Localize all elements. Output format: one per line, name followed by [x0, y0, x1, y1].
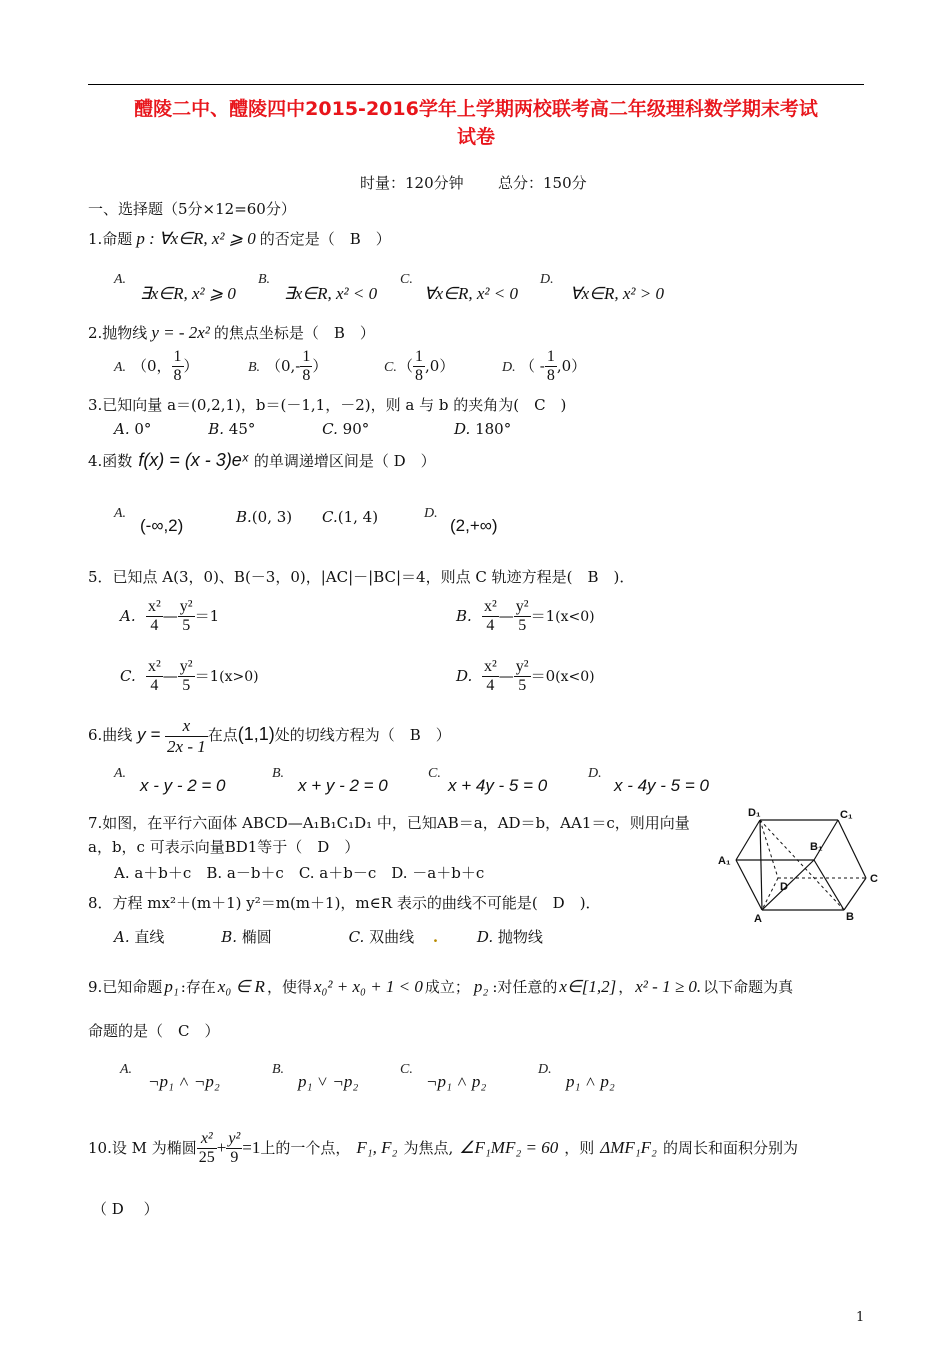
q6-label-d: D.	[588, 766, 602, 781]
q4-stem: 4.函数 f(x) = (x - 3)eˣ 的单调递增区间是（ D ）	[88, 450, 436, 470]
q9-label-c: C.	[400, 1062, 413, 1077]
label-d1: D₁	[748, 807, 761, 819]
q9-label-a: A.	[120, 1062, 133, 1077]
q9-option-d: p₁ ˄ p₂	[566, 1072, 615, 1091]
q2-option-b: （0,- $\frac{1}{8}$ ）	[266, 348, 328, 385]
q8-stem: 8．方程 mx²＋(m＋1) y²＝m(m＋1)，m∈R 表示的曲线不可能是( D )．	[88, 894, 601, 912]
q4-option-a: (-∞,2)	[140, 516, 184, 535]
q5-option-b: B. $\frac{\text{x²}}{4}$ — $\frac{\text{y²}}{5}$ ＝1(x<0)	[456, 598, 595, 635]
q1-option-b: ∃x∈R, x² < 0	[284, 284, 378, 303]
q2-stem: 2.抛物线 y = - 2x² 的焦点坐标是（ B ）	[88, 323, 375, 342]
q4-label-d: D.	[424, 506, 438, 521]
q2-option-d: （ - $\frac{1}{8}$ ,0）	[520, 348, 587, 385]
q9-option-b: p₁ ˅ ¬p₂	[298, 1072, 359, 1091]
q7-stem-line1: 7.如图，在平行六面体 ABCD—A₁B₁C₁D₁ 中，已知AB＝a，AD＝b，AA1＝c，则用向量	[88, 814, 690, 832]
q2-label-a: A.	[114, 360, 127, 375]
q10-stem: 10.设 M 为椭圆 $\frac{\text{x²}}{25}$ + $\frac{\text{y²}}{9}$ =1上的一个点， F₁, F₂ 为焦点, ∠F₁MF₂ = 60 ，则 ΔMF₁F₂ 的周长和面积分别为	[88, 1130, 798, 1167]
label-a1: A₁	[718, 855, 731, 867]
q6-stem: 6.曲线 y = $\frac{x}{2x - 1}$ 在点(1,1)处的切线方程为（ B ）	[88, 716, 451, 756]
q4-option-c: C.(1, 4)	[322, 508, 379, 526]
q6-option-d: x - 4y - 5 = 0	[614, 776, 709, 795]
page-number: 1	[856, 1310, 865, 1325]
q1-option-d: ∀x∈R, x² > 0	[570, 284, 664, 303]
q1-label-a: A.	[114, 272, 127, 287]
q9-option-c: ¬p₁ ˄ p₂	[426, 1072, 487, 1091]
q6-label-a: A.	[114, 766, 127, 781]
q2-option-c: （ $\frac{1}{8}$ ,0）	[398, 348, 455, 385]
q6-label-b: B.	[272, 766, 285, 781]
q2-label-c: C.	[384, 360, 397, 375]
q10-answer: （ D ）	[92, 1200, 159, 1218]
label-d: D	[780, 881, 788, 893]
q6-label-c: C.	[428, 766, 441, 781]
q3-options: A. 0° B. 45° C. 90° D. 180°	[114, 420, 512, 438]
q9-label-b: B.	[272, 1062, 285, 1077]
q6-option-c: x + 4y - 5 = 0	[448, 776, 548, 795]
q6-option-a: x - y - 2 = 0	[140, 776, 226, 795]
q1-option-c: ∀x∈R, x² < 0	[424, 284, 518, 303]
q5-option-a: A. $\frac{\text{x²}}{4}$ — $\frac{\text{y²}}{5}$ ＝1	[120, 598, 220, 635]
label-b1: B₁	[810, 841, 823, 853]
q9-stem: 9.已知命题 p₁ :存在 x₀ ∈ R ，使得 x₀² + x₀ + 1 < 0 成立； p₂ :对任意的 x∈[1,2] ， x² - 1 ≥ 0. 以下命题为真	[88, 977, 794, 996]
q1-option-a: ∃x∈R, x² ⩾ 0	[140, 284, 236, 303]
q2-option-a: （0， $\frac{1}{8}$ ）	[132, 348, 199, 385]
q6-option-b: x + y - 2 = 0	[298, 776, 388, 795]
q5-option-c: C. $\frac{\text{x²}}{4}$ — $\frac{\text{y²}}{5}$ ＝1(x>0)	[120, 658, 259, 695]
q9-option-a: ¬p₁ ˄ ¬p₂	[148, 1072, 220, 1091]
parallelepiped-figure	[716, 806, 888, 930]
q5-option-d: D. $\frac{\text{x²}}{4}$ — $\frac{\text{y²}}{5}$ ＝0(x<0)	[456, 658, 595, 695]
exam-title-line2: 试卷	[456, 126, 495, 148]
label-b: B	[846, 911, 854, 923]
q2-label-b: B.	[248, 360, 261, 375]
q9-label-d: D.	[538, 1062, 552, 1077]
q7-stem-line2: a，b，c 可表示向量BD1等于（ D ）	[88, 838, 360, 856]
time-limit: 时量：120分钟	[360, 174, 464, 192]
label-c: C	[870, 873, 878, 885]
q2-label-d: D.	[502, 360, 516, 375]
q8-options: A. 直线 B. 椭圆 C. 双曲线 . D. 抛物线	[114, 928, 543, 946]
top-rule	[88, 84, 864, 85]
q5-stem: 5．已知点 A(3，0)、B(－3，0)，|AC|－|BC|＝4，则点 C 轨迹方程是( B )．	[88, 568, 635, 586]
q1-stem: 1.命题 p : ∀x∈R, x² ⩾ 0 的否定是（ B ）	[88, 229, 391, 248]
label-c1: C₁	[840, 809, 853, 821]
q9-stem-line2: 命题的是（ C ）	[88, 1022, 220, 1040]
q1-label-b: B.	[258, 272, 271, 287]
label-a: A	[754, 913, 762, 925]
q4-option-b: B.(0, 3)	[236, 508, 293, 526]
q4-option-d: (2,+∞)	[450, 516, 498, 535]
exam-title: 醴陵二中、醴陵四中2015-2016学年上学期两校联考高二年级理科数学期末考试	[134, 98, 818, 120]
q7-options: A. a＋b＋c B. a－b＋c C. a＋b－c D. －a＋b＋c	[114, 864, 485, 882]
q1-label-c: C.	[400, 272, 413, 287]
q3-stem: 3.已知向量 a＝(0,2,1)，b＝(－1,1，－2)，则 a 与 b 的夹角为( C )	[88, 396, 567, 414]
section-heading: 一、选择题（5分×12=60分）	[88, 200, 296, 218]
q1-label-d: D.	[540, 272, 554, 287]
q4-label-a: A.	[114, 506, 127, 521]
total-score: 总分：150分	[498, 174, 587, 192]
